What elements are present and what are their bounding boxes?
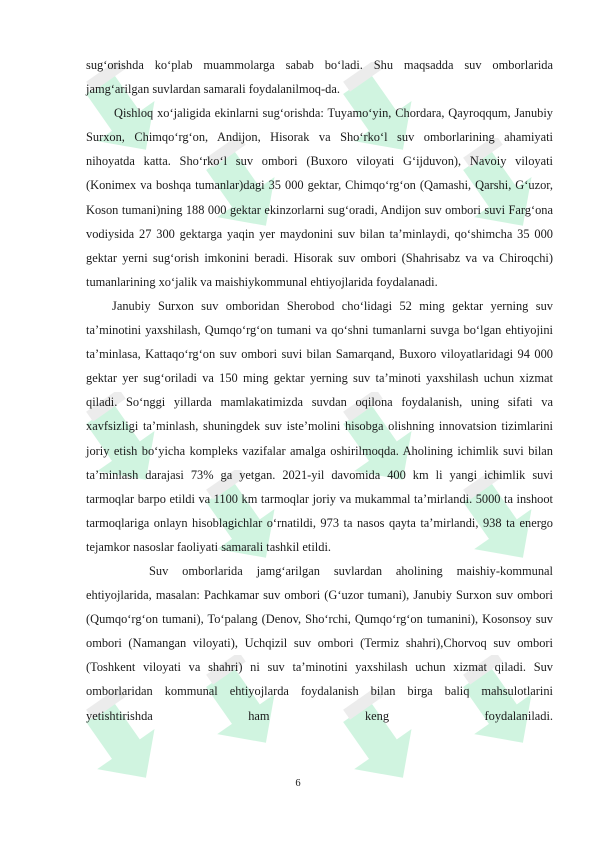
paragraph-janubiy-surxon: Janubiy Surxon suv omboridan Sherobod cho‘lidagi 52 ming gektar yerning suv ta’minotini yaxshilash, Qumqo‘rg‘on tumani va qo‘shni tumanlarni suvga bo‘lgan ehtiyojini ta’minlasa, Kattaqo‘rg‘on suv ombori suvi bilan Samarqand, Buxoro viloyatlaridagi 94 000 gektar yer sug‘oriladi va 150 ming gektar yerning suv ta’minoti yaxshilash uchun xizmat qiladi. So‘nggi yillarda mamlakatimizda suvdan oqilona foydalanish, uning sifati va xavfsizligi ta’minlash, shuningdek suv iste’molini hisobga olishning innovatsion tizimlarini joriy etish bo‘yicha kompleks vazifalar amalga oshirilmoqda. Aholining ichimlik suvi bilan ta’minlash darajasi 73% ga yetgan. 2021-yil davomida 400 km li yangi ichimlik suvi tarmoqlar barpo etildi va 1100 km tarmoqlar joriy va mukammal ta’mirlandi. 5000 ta inshoot tarmoqlariga onlayn hisoblagichlar o‘rnatildi, 973 ta nasos qayta ta’mirlandi, 938 ta energo tejamkor nasoslar faoliyati samarali tashkil etildi.: [86, 298, 553, 554]
page-number: 6: [295, 778, 301, 789]
paragraph-intro: sug‘orishda ko‘plab muammolarga sabab bo‘ladi. Shu maqsadda suv omborlarida jamg‘arilgan suvlardan samarali foydalanilmoq-da.: [86, 58, 553, 97]
paragraph-municipal: Suv omborlarida jamg‘arilgan suvlardan aholining maishiy-kommunal ehtiyojlarida, masalan: Pachkamar suv ombori (G‘uzor tumani), Janubiy Surxon suv ombori (Qumqo‘rg‘on tumani), To‘palang (Denov, Sho‘rchi, Qumqo‘rg‘on tumanini), Kosonsoy suv ombori (Namangan viloyati), Uchqizil suv ombori (Termiz shahri),Chorvoq suv ombori (Toshkent viloyati va shahri) ni suv ta’minotini yaxshilash uchun xizmat qiladi. Suv omborlaridan kommunal ehtiyojlarda foydalanish bilan birga baliq mahsulotlarini yetishtirishda ham keng foydalaniladi.: [86, 563, 553, 723]
paragraph-irrigation: Qishloq xo‘jaligida ekinlarni sug‘orishda: Tuyamo‘yin, Chordara, Qayroqqum, Janubiy Surxon, Chimqo‘rg‘on, Andijon, Hisorak va Sho‘rko‘l suv omborlarining ahamiyati nihoyatda katta. Sho‘rko‘l suv ombori (Buxoro viloyati G‘ijduvon), Navoiy viloyati (Konimex va boshqa tumanlar)dagi 35 000 gektar, Chimqo‘rg‘on (Qamashi, Qarshi, G‘uzor, Koson tumani)ning 188 000 gektar ekinzorlarni sug‘oradi, Andijon suv ombori suvi Farg‘ona vodiysida 27 300 gektarga yaqin yer maydonini suv bilan ta’minlaydi, qo‘shimcha 35 000 gektar yerni sug‘orish imkonini beradi. Hisorak suv ombori (Shahrisabz va va Chiroqchi) tumanlarining xo‘jalik va maishiykommunal ehtiyojlarida foydalanadi.: [86, 106, 553, 289]
body-text: [86, 53, 553, 728]
